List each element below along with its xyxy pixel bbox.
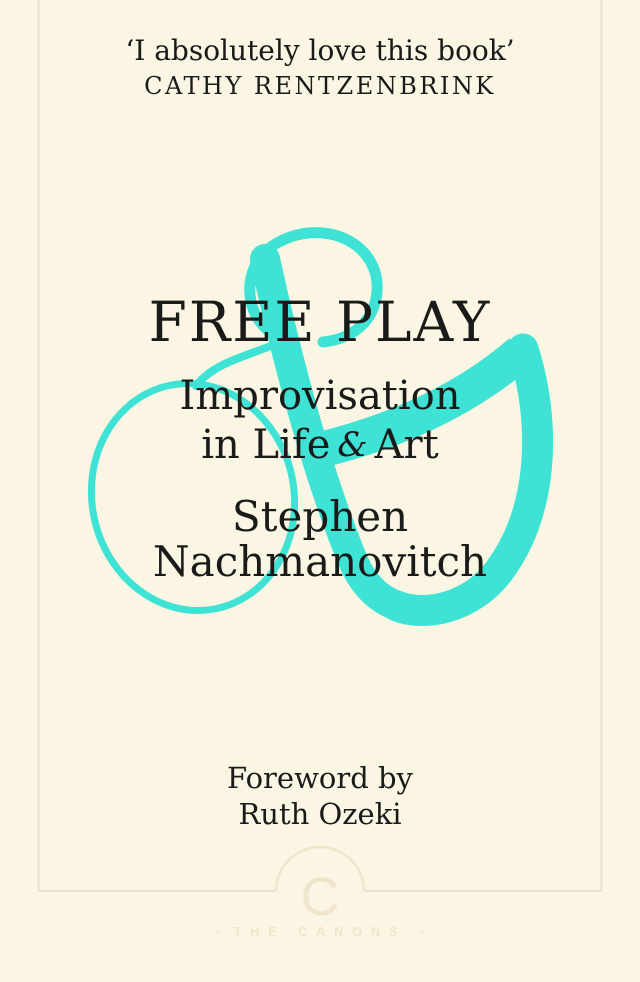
foreword-credit (0, 760, 640, 832)
subtitle-line-2-pre: in Life (201, 422, 331, 468)
foreword-label: Foreword by (227, 761, 413, 795)
author-last-name: Nachmanovitch (152, 537, 488, 586)
series-name (0, 925, 640, 939)
book-title: FREE PLAY (148, 290, 492, 354)
series-bullet-left: • (215, 927, 220, 939)
series-title: THE CANONS (233, 925, 407, 939)
subtitle-line-2-post: Art (374, 422, 439, 468)
author-name (0, 494, 640, 584)
series-bullet-right: • (420, 927, 425, 939)
review-attribution: CATHY RENTZENBRINK (144, 72, 496, 100)
small-ampersand-glyph: & (337, 425, 368, 465)
book-subtitle (0, 372, 640, 472)
foreword-author: Ruth Ozeki (238, 797, 402, 831)
review-quote: ‘I absolutely love this book’ (125, 34, 515, 67)
subtitle-line-1: Improvisation (179, 373, 461, 419)
publisher-logo-letter: C (300, 867, 340, 927)
author-first-name: Stephen (231, 492, 409, 541)
subtitle-line-2 (0, 421, 640, 472)
